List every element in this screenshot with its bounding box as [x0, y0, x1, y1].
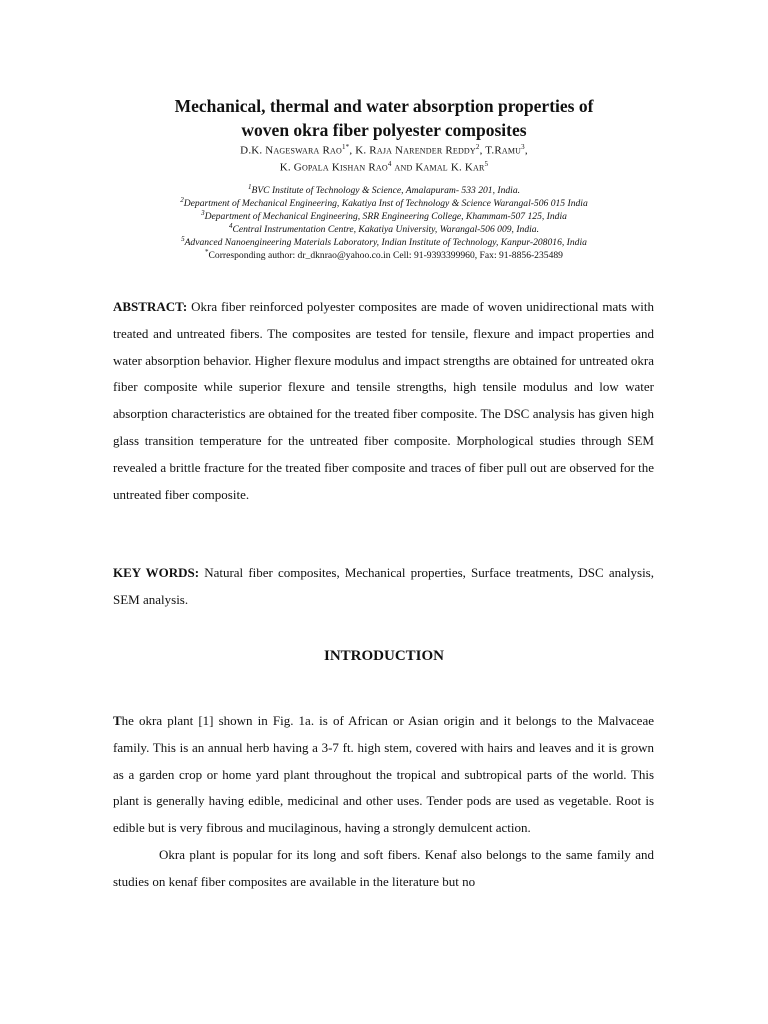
affiliation-3-text: Department of Mechanical Engineering, SRR Engineering College, Khammam-507 125, India: [204, 211, 567, 223]
authors-line-2: [100, 156, 668, 177]
introduction-body: [113, 708, 654, 896]
affiliation-1-sup: 1: [247, 183, 252, 191]
affiliation-5-text: Advanced Nanoengineering Materials Laboratory, Indian Institute of Technology, Kanpur-208016, India: [184, 237, 587, 249]
author-3-sup: 3: [521, 143, 525, 151]
author-1: D.K. Nageswara Rao: [240, 144, 342, 157]
keywords: [113, 560, 654, 614]
abstract-text: Okra fiber reinforced polyester composites are made of woven unidirectional mats with treated and untreated fibers. The composites are tested for tensile, flexure and impact properties and water absorption behavior. Higher flexure modulus and impact strengths are obtained for untreated okra fiber composite while superior flexure and tensile strengths, high tensile modulus and low water absorption characteristics are obtained for the treated fiber composite. The DSC analysis has given high glass transition temperature for the untreated fiber composite. Morphological studies through SEM revealed a brittle fracture for the treated fiber composite and traces of fiber pull out are observed for the untreated fiber composite.: [113, 299, 654, 502]
intro-paragraph-2: Okra plant is popular for its long and soft fibers. Kenaf also belongs to the same family and studies on kenaf fiber composites are available in the literature but no: [113, 846, 654, 889]
author-5-sup: 5: [484, 160, 489, 168]
author-4-sup: 4: [387, 160, 392, 168]
affiliation-3-sup: 3: [201, 209, 205, 217]
author-4: K. Gopala Kishan Rao: [279, 161, 388, 174]
author-2: , K. Raja Narender Reddy: [349, 144, 476, 157]
affiliation-4-text: Central Instrumentation Centre, Kakatiya University, Warangal-506 009, India.: [232, 224, 540, 236]
corresponding-author-sup: *: [205, 248, 209, 256]
paper-title-line-2: woven okra fiber polyester composites: [241, 120, 527, 140]
keywords-label: KEY WORDS:: [113, 565, 200, 580]
author-3: , T.Ramu: [479, 144, 522, 157]
section-heading-introduction: INTRODUCTION: [323, 648, 444, 664]
affiliation-2-sup: 2: [180, 196, 184, 204]
paper-title-line-1: Mechanical, thermal and water absorption properties of: [174, 96, 594, 116]
intro-paragraph-1-text: he okra plant [1] shown in Fig. 1a. is of African or Asian origin and it belongs to the Malvaceae family. This is an annual herb having a 3-7 ft. high stem, covered with hairs and leaves and it is grown as a garden crop or home yard plant throughout the tropical and subtropical parts of the world. This plant is generally having edible, medicinal and other uses. Tender pods are used as vegetable. Root is edible but is very fibrous and mucilaginous, having a strongly demulcent action.: [113, 713, 654, 836]
affiliation-4-sup: 4: [228, 222, 233, 230]
author-5: and Kamal K. Kar: [391, 161, 485, 174]
intro-first-letter: T: [113, 713, 122, 728]
keywords-text: Natural fiber composites, Mechanical properties, Surface treatments, DSC analysis, SEM analysis.: [113, 565, 654, 607]
corresponding-author-text: Corresponding author: dr_dknrao@yahoo.co.in Cell: 91-9393399960, Fax: 91-8856-235489: [208, 250, 563, 262]
affiliation-1-text: BVC Institute of Technology & Science, Amalapuram- 533 201, India.: [251, 185, 521, 197]
intro-paragraph-1: [113, 708, 654, 842]
corresponding-author: [100, 246, 668, 262]
abstract-label: ABSTRACT:: [113, 299, 188, 314]
author-3-end: ,: [524, 144, 528, 157]
affiliation-5-sup: 5: [181, 235, 185, 243]
author-1-sup: 1*: [341, 143, 350, 151]
abstract: [113, 294, 654, 508]
author-2-sup: 2: [475, 143, 480, 151]
affiliation-2-text: Department of Mechanical Engineering, Kakatiya Inst of Technology & Science Warangal-506 015 India: [183, 198, 588, 210]
